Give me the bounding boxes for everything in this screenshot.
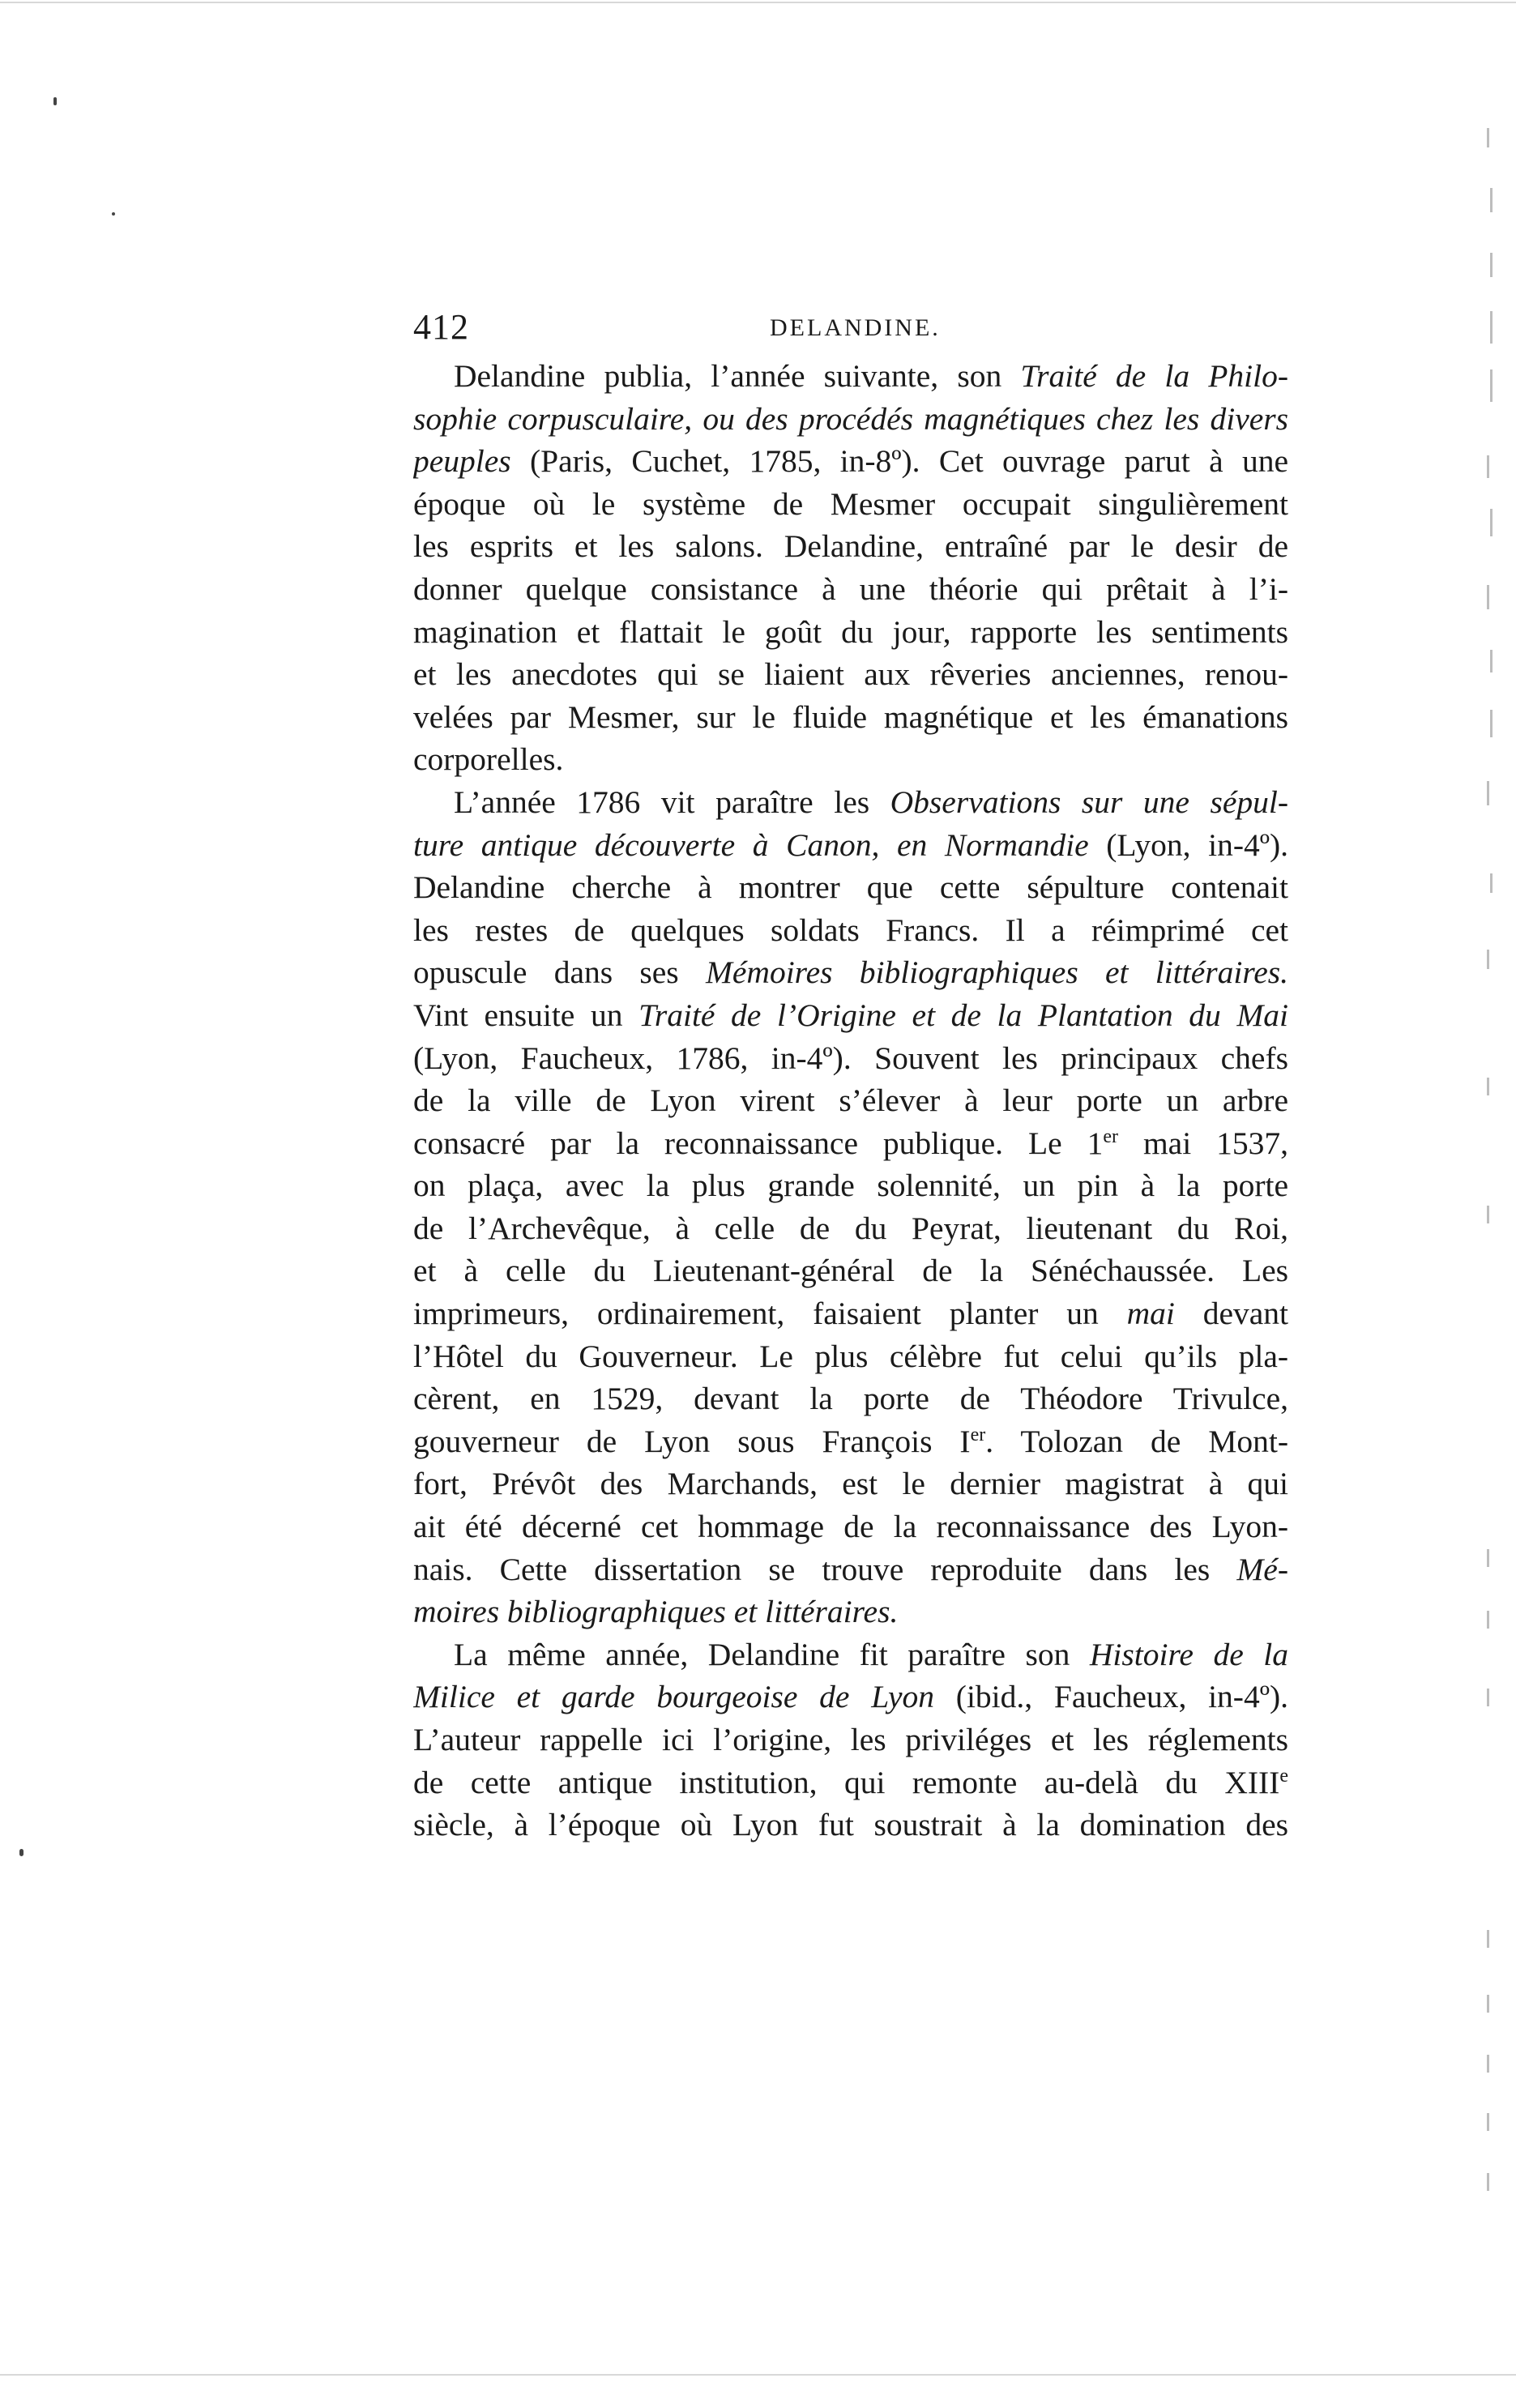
text-line bbox=[413, 398, 1288, 441]
text-run: gouverneur de Lyon sous François I bbox=[413, 1423, 971, 1459]
text-line bbox=[413, 1122, 1288, 1165]
margin-tick bbox=[1487, 781, 1489, 805]
text-line bbox=[413, 1462, 1288, 1505]
running-title: DELANDINE. bbox=[770, 314, 941, 341]
text-line bbox=[413, 824, 1288, 867]
text-run: de l’Archevêque, à celle de du Peyrat, lieutenant du Roi, bbox=[413, 1210, 1288, 1246]
text-run: ait été décerné cet hommage de la reconnaissance des Lyon- bbox=[413, 1509, 1288, 1545]
italic-title-text: Mémoires bibliographiques et littéraires. bbox=[705, 954, 1288, 991]
text-run: on plaça, avec la plus grande solennité, un pin à la porte bbox=[413, 1168, 1288, 1204]
italic-title-text: moires bibliographiques et littéraires. bbox=[413, 1594, 899, 1630]
margin-tick bbox=[1487, 1995, 1489, 2013]
italic-title-text: mai bbox=[1126, 1296, 1175, 1332]
text-run: (ibid., Faucheux, in-4º). bbox=[934, 1679, 1288, 1715]
ink-speck bbox=[112, 212, 115, 216]
margin-tick bbox=[1487, 1930, 1489, 1948]
scan-top-edge bbox=[0, 2, 1516, 3]
text-run: devant bbox=[1174, 1296, 1288, 1332]
margin-tick bbox=[1487, 1549, 1489, 1567]
text-run: siècle, à l’époque où Lyon fut soustrait à la domination des bbox=[413, 1807, 1288, 1843]
text-run: nais. Cette dissertation se trouve reproduite dans les bbox=[413, 1551, 1237, 1587]
margin-tick bbox=[1490, 253, 1493, 277]
superscript: e bbox=[1279, 1765, 1288, 1787]
text-run: fort, Prévôt des Marchands, est le dernier magistrat à qui bbox=[413, 1466, 1288, 1502]
text-run: L’année 1786 vit paraître les bbox=[454, 783, 890, 820]
text-run: opuscule dans ses bbox=[413, 954, 706, 991]
margin-tick bbox=[1490, 710, 1493, 737]
text-line bbox=[413, 1676, 1288, 1718]
margin-tick bbox=[1487, 2113, 1489, 2131]
italic-title-text: sophie corpusculaire, ou des procédés magnétiques chez les divers bbox=[413, 400, 1288, 437]
ink-speck bbox=[19, 1849, 23, 1856]
text-line bbox=[413, 909, 1288, 952]
italic-title-text: Traité de la Philo- bbox=[1020, 358, 1288, 394]
margin-tick bbox=[1487, 950, 1489, 969]
text-run: de la ville de Lyon virent s’élever à leur porte un arbre bbox=[413, 1082, 1288, 1119]
italic-title-text: Traité de l’Origine et de la Plantation du Mai bbox=[638, 997, 1288, 1033]
text-line bbox=[413, 355, 1288, 398]
text-line bbox=[413, 951, 1288, 994]
margin-tick bbox=[1487, 1689, 1489, 1706]
italic-title-text: ture antique découverte à Canon, en Normandie bbox=[413, 826, 1089, 863]
margin-tick bbox=[1487, 2055, 1489, 2073]
scan-bottom-edge bbox=[0, 2374, 1516, 2376]
margin-tick bbox=[1490, 188, 1493, 212]
ink-speck bbox=[53, 97, 57, 105]
margin-tick bbox=[1487, 455, 1489, 478]
page-number: 412 bbox=[413, 307, 469, 347]
italic-title-text: Histoire de la bbox=[1089, 1636, 1288, 1672]
text-line bbox=[413, 1420, 1288, 1463]
margin-tick bbox=[1487, 1078, 1489, 1095]
body-text bbox=[413, 355, 1288, 1847]
margin-tick bbox=[1490, 369, 1493, 402]
text-line bbox=[413, 738, 1288, 781]
text-run: les restes de quelques soldats Francs. Il a réimprimé cet bbox=[413, 912, 1288, 948]
text-line bbox=[413, 1548, 1288, 1591]
text-line bbox=[413, 1079, 1288, 1122]
margin-tick bbox=[1487, 585, 1489, 609]
text-run: Delandine publia, l’année suivante, son bbox=[454, 358, 1021, 394]
text-line bbox=[413, 440, 1288, 483]
text-run: (Lyon, in-4º). bbox=[1088, 826, 1288, 863]
italic-title-text: Milice et garde bourgeoise de Lyon bbox=[413, 1679, 935, 1715]
text-run: et les anecdotes qui se liaient aux rêveries anciennes, renou- bbox=[413, 656, 1288, 693]
text-line bbox=[413, 1164, 1288, 1207]
right-margin-scan-marks bbox=[1403, 0, 1516, 2408]
text-line bbox=[413, 1207, 1288, 1250]
text-run: (Lyon, Faucheux, 1786, in-4º). Souvent les principaux chefs bbox=[413, 1040, 1288, 1076]
text-line bbox=[413, 1335, 1288, 1378]
text-line bbox=[413, 1377, 1288, 1420]
text-line bbox=[413, 994, 1288, 1037]
text-run: velées par Mesmer, sur le fluide magnétique et les émanations bbox=[413, 698, 1288, 735]
text-line bbox=[413, 1590, 1288, 1633]
text-run: Vint ensuite un bbox=[413, 997, 639, 1033]
text-line bbox=[413, 866, 1288, 909]
text-run: l’Hôtel du Gouverneur. Le plus célèbre fut celui qu’ils pla- bbox=[413, 1338, 1288, 1374]
text-line bbox=[413, 781, 1288, 824]
text-run: les esprits et les salons. Delandine, entraîné par le desir de bbox=[413, 528, 1288, 565]
text-line bbox=[413, 1249, 1288, 1292]
text-line bbox=[413, 696, 1288, 739]
text-run: (Paris, Cuchet, 1785, in-8º). Cet ouvrage parut à une bbox=[510, 443, 1288, 480]
text-line bbox=[413, 1292, 1288, 1335]
margin-tick bbox=[1490, 311, 1493, 344]
text-run: La même année, Delandine fit paraître son bbox=[454, 1636, 1090, 1672]
margin-tick bbox=[1487, 1611, 1489, 1629]
margin-tick bbox=[1490, 509, 1493, 536]
text-line bbox=[413, 1761, 1288, 1804]
italic-title-text: peuples bbox=[413, 443, 511, 480]
margin-tick bbox=[1490, 650, 1493, 672]
superscript: er bbox=[1103, 1125, 1118, 1147]
margin-tick bbox=[1487, 1206, 1489, 1223]
text-run: Delandine cherche à montrer que cette sépulture contenait bbox=[413, 869, 1288, 906]
text-line bbox=[413, 1037, 1288, 1080]
margin-tick bbox=[1487, 128, 1489, 147]
italic-title-text: Mé- bbox=[1236, 1551, 1288, 1587]
text-line bbox=[413, 525, 1288, 568]
text-run: de cette antique institution, qui remonte au-delà du XIII bbox=[413, 1764, 1280, 1800]
margin-tick bbox=[1490, 873, 1493, 893]
text-line bbox=[413, 1505, 1288, 1548]
text-line bbox=[413, 568, 1288, 611]
text-run: corporelles. bbox=[413, 741, 564, 778]
text-run: donner quelque consistance à une théorie qui prêtait à l’i- bbox=[413, 570, 1288, 607]
text-line bbox=[413, 1633, 1288, 1676]
text-run: mai 1537, bbox=[1118, 1125, 1288, 1161]
text-line bbox=[413, 1718, 1288, 1761]
text-line bbox=[413, 1804, 1288, 1847]
superscript: er bbox=[970, 1424, 986, 1445]
italic-title-text: Observations sur une sépul- bbox=[890, 783, 1288, 820]
text-run: imprimeurs, ordinairement, faisaient planter un bbox=[413, 1296, 1127, 1332]
text-run: époque où le système de Mesmer occupait singulièrement bbox=[413, 485, 1288, 522]
text-line bbox=[413, 483, 1288, 526]
text-run: . Tolozan de Mont- bbox=[985, 1423, 1288, 1459]
text-run: consacré par la reconnaissance publique. Le 1 bbox=[413, 1125, 1104, 1161]
margin-tick bbox=[1487, 2173, 1489, 2191]
page-header bbox=[413, 306, 1288, 347]
text-line bbox=[413, 653, 1288, 696]
text-run: cèrent, en 1529, devant la porte de Théodore Trivulce, bbox=[413, 1381, 1288, 1417]
text-run: L’auteur rappelle ici l’origine, les priviléges et les réglements bbox=[413, 1722, 1288, 1757]
text-run: et à celle du Lieutenant-général de la Sénéchaussée. Les bbox=[413, 1253, 1288, 1289]
text-run: magination et flattait le goût du jour, rapporte les sentiments bbox=[413, 613, 1288, 650]
text-line bbox=[413, 611, 1288, 654]
